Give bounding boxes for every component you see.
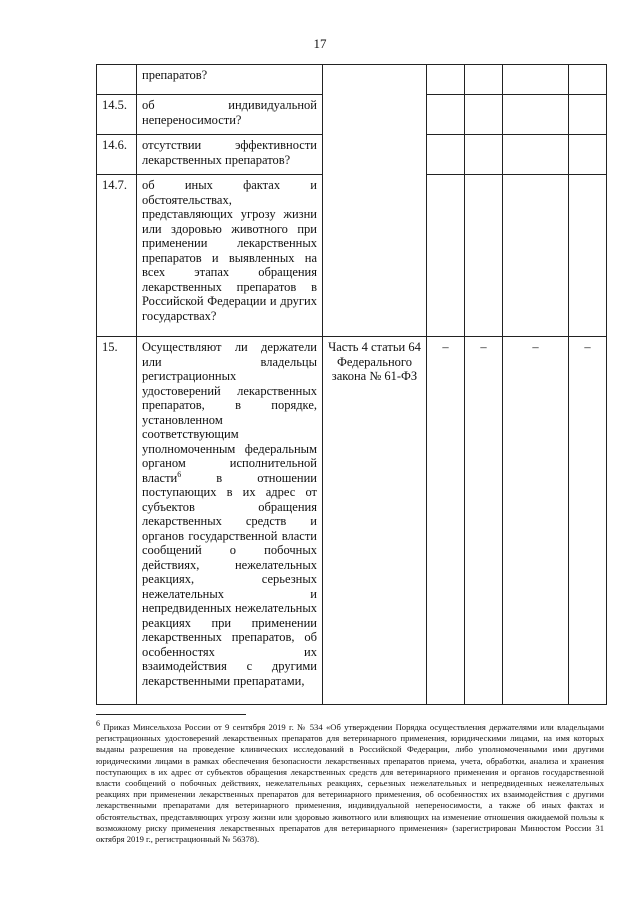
legal-reference: Часть 4 статьи 64 Федерального закона № 61-ФЗ [323,337,427,705]
answer-mark: – [427,337,465,705]
table-row [97,65,607,95]
row-number: 14.7. [97,175,137,337]
page-number: 17 [313,36,327,51]
answer-mark: – [569,337,607,705]
legal-reference-cell [323,65,427,337]
row-number: 14.5. [97,95,137,135]
footnote-divider [96,714,246,715]
row-question: препаратов? [137,65,323,95]
table-row [97,337,607,705]
row-question [137,337,323,705]
row-question: отсутствии эффективности лекарственных препаратов? [137,135,323,175]
footnote-marker: 6 [96,719,100,729]
checklist-table [96,64,607,705]
footnote [96,719,604,845]
answer-mark: – [465,337,503,705]
question-text: Осуществляют ли держатели или владельцы регистрационных удостоверений лекарственных препаратов, в порядке, установленном соответствующим уполномоченным федеральным органом исполнительной власти [142,340,317,485]
question-text-cont: в отношении поступающих в их адрес от субъектов обращения лекарственных средств и органов государственной власти сообщений о побочных действиях, нежелательных реакциях, серьезных нежелательных и непредвиденных нежелательных реакциях при применении лекарственных препаратов, об особенностях их взаимодействия с другими лекарственными препаратами, [142,470,317,688]
footnote-ref: 6 [177,469,182,479]
row-number: 15. [97,337,137,705]
row-question: об индивидуальной непереносимости? [137,95,323,135]
row-question: об иных фактах и обстоятельствах, представляющих угрозу жизни или здоровью животного при применении лекарственных препаратов и выявленных на всех этапах обращения лекарственных препаратов в Российской Федерации и других государствах? [137,175,323,337]
footnote-text: Приказ Минсельхоза России от 9 сентября 2019 г. № 534 «Об утверждении Порядка осуществления держателями или владельцами регистрационных удостоверений лекарственных препаратов для ветеринарного применения, юридическими лицами, на имя которых выданы разрешения на проведение клинических исследований в Российской Федерации, либо уполномоченными ими другими юридическими лицами в рамках обеспечения безопасности лекарственных препаратов приема, учета, обработки, анализа и хранения поступающих в их адрес от субъектов обращения лекарственных средств для ветеринарного применения и органов государственной власти сообщений о побочных действиях, нежелательных реакциях, серьезных нежелательных и непредвиденных нежелательных реакциях при применении лекарственных препаратов для ветеринарного применения, об особенностях их взаимодействия с другими лекарственными препаратами для ветеринарного применения, индивидуальной непереносимости, а также об иных фактах и обстоятельствах, представляющих угрозу жизни или здоровью животного или влияющих на изменение отношения ожидаемой пользы к возможному риску применения лекарственных препаратов для ветеринарного применения» (зарегистрирован Минюстом России 31 октября 2019 г., регистрационный № 56378). [96,722,604,845]
row-number: 14.6. [97,135,137,175]
answer-mark: – [503,337,569,705]
row-number [97,65,137,95]
